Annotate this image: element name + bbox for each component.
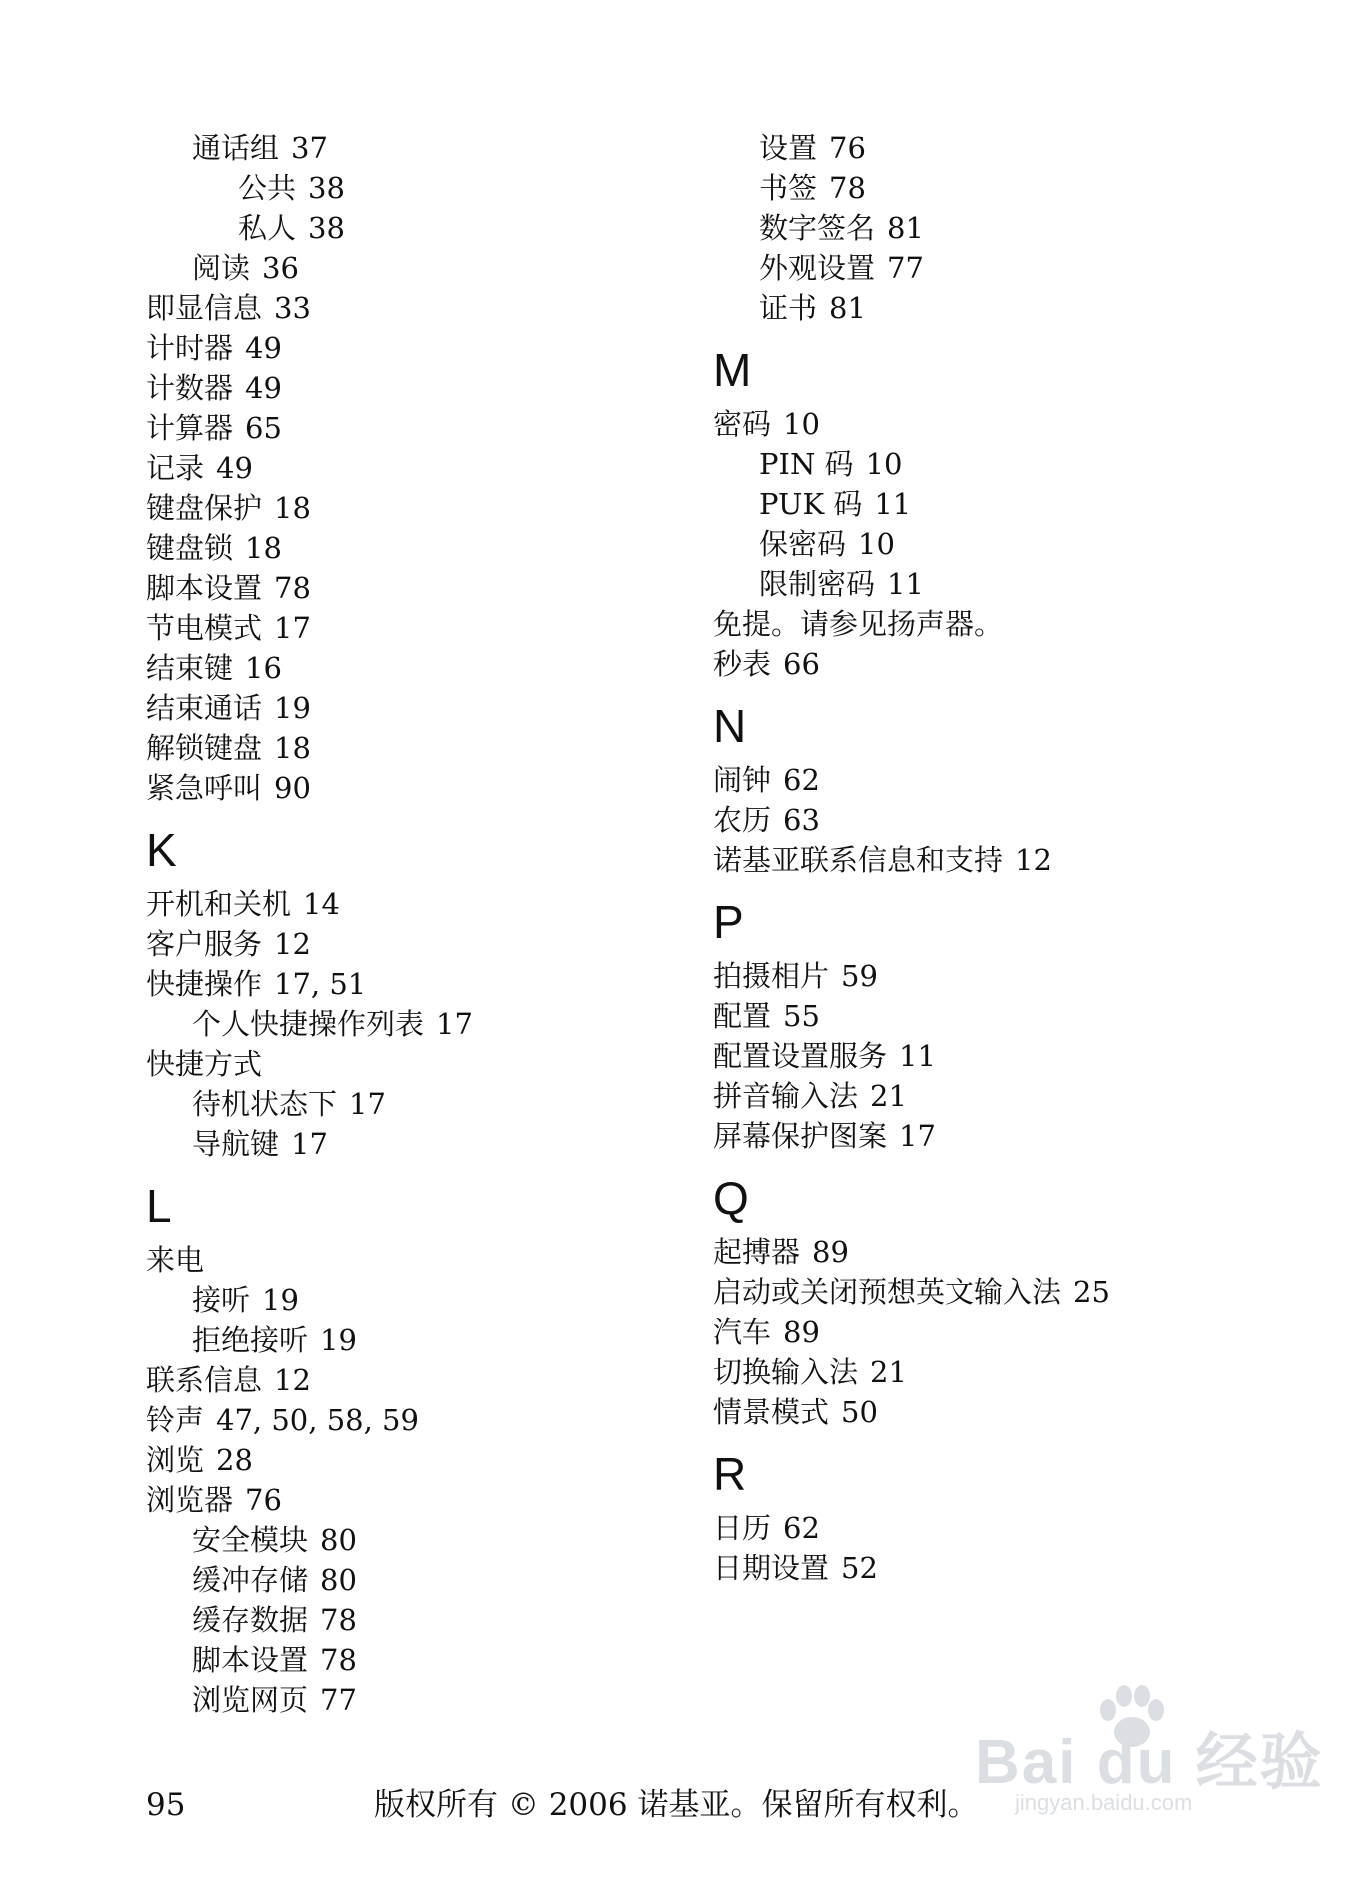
index-term: 阅读: [192, 251, 251, 285]
index-term: 配置: [713, 999, 772, 1033]
index-term: 计算器: [146, 411, 234, 445]
index-page-ref: 19: [320, 1323, 357, 1357]
index-page-ref: 10: [858, 527, 895, 561]
index-page-ref: 77: [887, 251, 924, 285]
index-entry: [713, 1232, 1273, 1272]
index-term: 设置: [759, 131, 818, 165]
index-term: 导航键: [192, 1127, 280, 1161]
index-entry: [713, 288, 1273, 328]
index-section-letter: R: [713, 1448, 747, 1500]
index-page-ref: 66: [783, 647, 820, 681]
index-page-ref: 47, 50, 58, 59: [216, 1403, 419, 1437]
index-entry: [713, 1076, 1273, 1116]
index-term: 结束通话: [146, 691, 263, 725]
index-page-ref: 17: [291, 1127, 328, 1161]
index-page-ref: 63: [783, 803, 820, 837]
index-page-ref: 62: [783, 763, 820, 797]
index-entry: [146, 1600, 706, 1640]
index-term: 安全模块: [192, 1523, 309, 1557]
index-term: 紧急呼叫: [146, 771, 263, 805]
index-page-ref: 81: [829, 291, 866, 325]
index-term: 免提。请参见扬声器。: [713, 607, 1004, 641]
index-entry: [146, 768, 706, 808]
index-term: 配置设置服务: [713, 1039, 888, 1073]
index-section-letter: N: [713, 700, 747, 752]
index-term: 限制密码: [759, 567, 876, 601]
index-entry: [146, 328, 706, 368]
index-term: 客户服务: [146, 927, 263, 961]
index-page-ref: 89: [812, 1235, 849, 1269]
index-page-ref: 17: [899, 1119, 936, 1153]
index-term: 通话组: [192, 131, 280, 165]
index-term: 铃声: [146, 1403, 205, 1437]
index-term: 证书: [759, 291, 818, 325]
index-term: 闹钟: [713, 763, 772, 797]
index-term: 解锁键盘: [146, 731, 263, 765]
page-number: 95: [146, 1787, 186, 1823]
index-page-ref: 17: [274, 611, 311, 645]
index-entry: [713, 444, 1273, 484]
index-page-ref: 77: [320, 1683, 357, 1717]
index-term: 外观设置: [759, 251, 876, 285]
index-page-ref: 21: [870, 1355, 907, 1389]
index-page-ref: 90: [274, 771, 311, 805]
index-term: 键盘锁: [146, 531, 234, 565]
index-page-ref: 50: [841, 1395, 878, 1429]
watermark-logo-text: Bai du 经验: [975, 1728, 1324, 1797]
index-entry: [146, 168, 706, 208]
index-term: 私人: [238, 211, 297, 245]
index-entry: [146, 1124, 706, 1164]
index-term: 切换输入法: [713, 1355, 859, 1389]
index-entry: [713, 760, 1273, 800]
index-page-ref: 76: [245, 1483, 282, 1517]
index-page-ref: 49: [216, 451, 253, 485]
index-entry: [146, 1280, 706, 1320]
index-term: 拼音输入法: [713, 1079, 859, 1113]
index-page-ref: 78: [320, 1603, 357, 1637]
index-entry: [713, 484, 1273, 524]
index-page-ref: 36: [262, 251, 299, 285]
index-page-ref: 19: [274, 691, 311, 725]
index-term: 接听: [192, 1283, 251, 1317]
index-entry: [713, 1272, 1273, 1312]
index-entry: [146, 1240, 706, 1280]
index-term: 记录: [146, 451, 205, 485]
index-page-ref: 18: [274, 731, 311, 765]
index-entry: [146, 1440, 706, 1480]
index-term: 快捷操作: [146, 967, 263, 1001]
index-page-ref: 38: [308, 171, 345, 205]
index-term: 待机状态下: [192, 1087, 338, 1121]
index-term: 浏览网页: [192, 1683, 309, 1717]
index-entry: [146, 728, 706, 768]
index-page-ref: 33: [274, 291, 311, 325]
index-page-ref: 18: [274, 491, 311, 525]
index-entry: [713, 996, 1273, 1036]
index-page-ref: 12: [274, 1363, 311, 1397]
index-entry: [146, 1480, 706, 1520]
index-page-ref: 59: [841, 959, 878, 993]
index-term: 起搏器: [713, 1235, 801, 1269]
index-entry: [713, 1036, 1273, 1076]
index-entry: [146, 608, 706, 648]
index-entry: [713, 604, 1273, 644]
index-entry: [713, 168, 1273, 208]
index-entry: [713, 1312, 1273, 1352]
index-term: 计数器: [146, 371, 234, 405]
index-page-ref: 49: [245, 371, 282, 405]
index-page-ref: 18: [245, 531, 282, 565]
index-term: 脚本设置: [146, 571, 263, 605]
index-section-letter: M: [713, 344, 752, 396]
index-entry: [713, 1352, 1273, 1392]
index-term: 汽车: [713, 1315, 772, 1349]
index-page-ref: 14: [303, 887, 340, 921]
index-page-ref: 81: [887, 211, 924, 245]
index-entry: [146, 1320, 706, 1360]
index-entry: [713, 1508, 1273, 1548]
index-entry: [146, 528, 706, 568]
index-section-letter: K: [146, 824, 177, 876]
index-term: 诺基亚联系信息和支持: [713, 843, 1004, 877]
index-page-ref: 17: [436, 1007, 473, 1041]
index-term: 日历: [713, 1511, 772, 1545]
watermark-url: jingyan.baidu.com: [1015, 1790, 1193, 1815]
index-entry: [713, 564, 1273, 604]
index-term: 拍摄相片: [713, 959, 830, 993]
index-term: 节电模式: [146, 611, 263, 645]
index-page-ref: 11: [899, 1039, 936, 1073]
index-term: 计时器: [146, 331, 234, 365]
index-entry: [146, 1520, 706, 1560]
index-term: 缓存数据: [192, 1603, 309, 1637]
index-entry: [146, 1400, 706, 1440]
index-page-ref: 78: [274, 571, 311, 605]
index-section-letter: L: [146, 1180, 172, 1232]
index-term: 联系信息: [146, 1363, 263, 1397]
index-entry: [713, 1116, 1273, 1156]
index-entry: [146, 964, 706, 1004]
index-entry: [146, 208, 706, 248]
index-entry: [146, 128, 706, 168]
index-term: 保密码: [759, 527, 847, 561]
index-page-ref: 78: [829, 171, 866, 205]
index-entry: [146, 288, 706, 328]
index-page-ref: 10: [783, 407, 820, 441]
index-page-ref: 49: [245, 331, 282, 365]
index-entry: [713, 1392, 1273, 1432]
index-entry: [146, 648, 706, 688]
index-term: 书签: [759, 171, 818, 205]
index-page-ref: 78: [320, 1643, 357, 1677]
index-term: 个人快捷操作列表: [192, 1007, 425, 1041]
index-entry: [713, 208, 1273, 248]
index-term: 日期设置: [713, 1551, 830, 1585]
index-term: 浏览: [146, 1443, 205, 1477]
index-entry: [713, 840, 1273, 880]
index-page-ref: 25: [1073, 1275, 1110, 1309]
index-term: 开机和关机: [146, 887, 292, 921]
index-entry: [713, 800, 1273, 840]
index-entry: [713, 644, 1273, 684]
index-term: PIN 码: [759, 447, 854, 481]
index-entry: [146, 368, 706, 408]
index-term: 键盘保护: [146, 491, 263, 525]
index-page-ref: 38: [308, 211, 345, 245]
index-page-ref: 65: [245, 411, 282, 445]
index-entry: [146, 448, 706, 488]
index-entry: [146, 248, 706, 288]
index-term: 启动或关闭预想英文输入法: [713, 1275, 1062, 1309]
index-term: 农历: [713, 803, 772, 837]
index-page-ref: 89: [783, 1315, 820, 1349]
index-term: 脚本设置: [192, 1643, 309, 1677]
index-entry: [713, 128, 1273, 168]
copyright-notice: 版权所有 © 2006 诺基亚。保留所有权利。: [374, 1787, 979, 1823]
index-entry: [713, 1548, 1273, 1588]
index-term: 快捷方式: [146, 1047, 263, 1081]
index-term: 数字签名: [759, 211, 876, 245]
index-page-ref: 28: [216, 1443, 253, 1477]
index-term: 来电: [146, 1243, 205, 1277]
index-page-ref: 37: [291, 131, 328, 165]
index-page-ref: 11: [874, 487, 912, 521]
index-term: 屏幕保护图案: [713, 1119, 888, 1153]
index-page-ref: 12: [1015, 843, 1052, 877]
index-entry: [146, 884, 706, 924]
index-entry: [146, 1084, 706, 1124]
index-page-ref: 10: [865, 447, 903, 481]
index-entry: [713, 248, 1273, 288]
index-entry: [146, 1360, 706, 1400]
index-page-ref: 11: [887, 567, 924, 601]
baidu-watermark: [975, 1682, 1324, 1815]
index-page-ref: 80: [320, 1563, 357, 1597]
index-page-ref: 16: [245, 651, 282, 685]
index-page-ref: 80: [320, 1523, 357, 1557]
index-term: 即显信息: [146, 291, 263, 325]
index-entry: [146, 924, 706, 964]
index-column-right: [713, 128, 1273, 1588]
index-column-left: [146, 128, 706, 1720]
index-term: 公共: [238, 171, 297, 205]
index-page-ref: 55: [783, 999, 820, 1033]
index-entry: [146, 1004, 706, 1044]
index-page-ref: 17, 51: [274, 967, 367, 1001]
index-entry: [146, 408, 706, 448]
index-term: 密码: [713, 407, 772, 441]
index-term: 结束键: [146, 651, 234, 685]
index-entry: [713, 956, 1273, 996]
index-term: 秒表: [713, 647, 772, 681]
index-page-ref: 12: [274, 927, 311, 961]
index-term: 缓冲存储: [192, 1563, 309, 1597]
index-section-letter: Q: [713, 1172, 749, 1224]
index-entry: [713, 404, 1273, 444]
index-page-ref: 76: [829, 131, 866, 165]
index-page-ref: 19: [262, 1283, 299, 1317]
index-entry: [146, 688, 706, 728]
index-page-ref: 21: [870, 1079, 907, 1113]
index-entry: [146, 1680, 706, 1720]
index-entry: [146, 1044, 706, 1084]
index-entry: [146, 1560, 706, 1600]
index-term: 浏览器: [146, 1483, 234, 1517]
index-term: 情景模式: [713, 1395, 830, 1429]
index-entry: [713, 524, 1273, 564]
index-entry: [146, 1640, 706, 1680]
index-term: 拒绝接听: [192, 1323, 309, 1357]
index-section-letter: P: [713, 896, 744, 948]
index-entry: [146, 488, 706, 528]
index-page-ref: 52: [841, 1551, 878, 1585]
index-page-ref: 17: [349, 1087, 386, 1121]
index-entry: [146, 568, 706, 608]
index-term: PUK 码: [759, 487, 863, 521]
index-page-ref: 62: [783, 1511, 820, 1545]
